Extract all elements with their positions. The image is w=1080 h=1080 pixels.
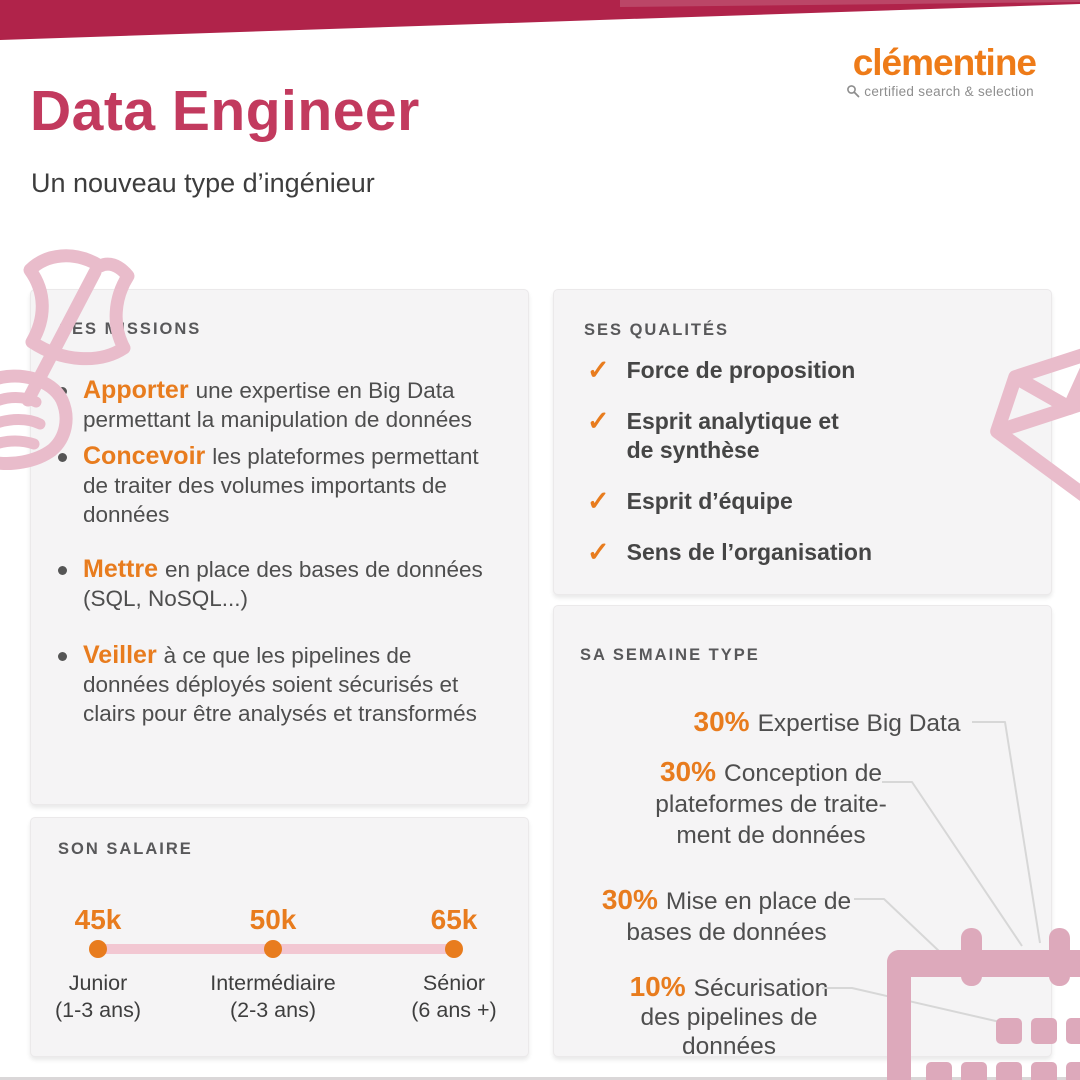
quality-text: Esprit analytique et de synthèse [626,408,839,463]
level-name: Junior [68,971,128,995]
week-item [554,972,904,1061]
mission-text: en place des bases de données (SQL, NoSQL...) [83,557,483,611]
magnifier-icon [846,84,861,99]
salary-value: 50k [249,904,297,935]
quality-text: Force de proposition [626,357,856,383]
mission-item [31,442,528,529]
mission-text: une expertise en Big Data permettant la manipulation de données [83,378,473,432]
mission-item [31,641,528,728]
week-label: Mise en place de [665,888,852,915]
timeline-dot [89,940,107,958]
check-icon: ✓ [587,355,610,385]
qualities-header: SES QUALITÉS [584,321,730,339]
week-label: bases de données [626,919,827,946]
brand-logo [846,44,1036,99]
week-label: Sécurisation [693,975,829,1002]
quality-item [554,356,1051,385]
brand-tagline-text: certified search & selection [864,84,1034,99]
mission-text: à ce que les pipelines de données déployés soient sécurisés et clairs pour être analysés et transformés [83,643,477,726]
salary-value: 45k [74,904,122,935]
brand-tagline [846,84,1034,99]
check-icon: ✓ [587,537,610,567]
week-label: Conception de [724,760,883,787]
week-item [554,884,899,948]
salary-value: 65k [430,904,478,935]
salary-level [8,970,188,1024]
week-item [602,706,1052,739]
check-icon: ✓ [587,406,610,436]
mission-text: les plateformes permettant de traiter des volumes importants de données [83,444,479,527]
page-title: Data Engineer [30,79,420,143]
timeline-dot [445,940,463,958]
salary-level [183,970,363,1024]
level-name: Intermédiaire [210,971,336,995]
week-label: données [681,1033,776,1060]
mission-item [31,555,528,613]
check-icon: ✓ [587,486,610,516]
week-label: des pipelines de [640,1004,818,1031]
quality-item [554,538,1051,567]
salary-header: SON SALAIRE [58,840,193,858]
week-label: ment de données [676,822,866,849]
week-percentage: 10% [629,971,686,1002]
qualities-list [554,356,1051,589]
page-subtitle: Un nouveau type d’ingénieur [31,168,375,198]
brand-name: clémentine [852,42,1036,83]
mission-lead: Apporter [83,376,189,404]
missions-card [30,289,529,805]
level-exp: (2-3 ans) [229,998,317,1022]
timeline-dot [264,940,282,958]
quality-item [554,407,1051,465]
mission-lead: Veiller [83,641,157,669]
mission-lead: Concevoir [83,442,206,470]
missions-header: SES MISSIONS [59,320,202,338]
week-percentage: 30% [601,884,658,915]
week-label: Expertise Big Data [757,710,961,737]
mission-lead: Mettre [83,555,159,583]
quality-item [554,487,1051,516]
mission-item [31,376,528,434]
week-card [553,605,1052,1060]
missions-list [31,376,528,728]
qualities-card [553,289,1052,595]
week-header: SA SEMAINE TYPE [580,646,760,664]
salary-card [30,817,529,1057]
week-percentage: 30% [659,756,717,787]
level-exp: (6 ans +) [411,998,497,1022]
quality-text: Esprit d’équipe [626,488,793,514]
salary-level [364,970,544,1024]
week-item [571,756,971,851]
quality-text: Sens de l’organisation [626,539,873,565]
week-percentage: 30% [693,706,750,737]
week-label: plateformes de traite- [655,791,887,818]
level-name: Sénior [422,971,486,995]
level-exp: (1-3 ans) [54,998,142,1022]
